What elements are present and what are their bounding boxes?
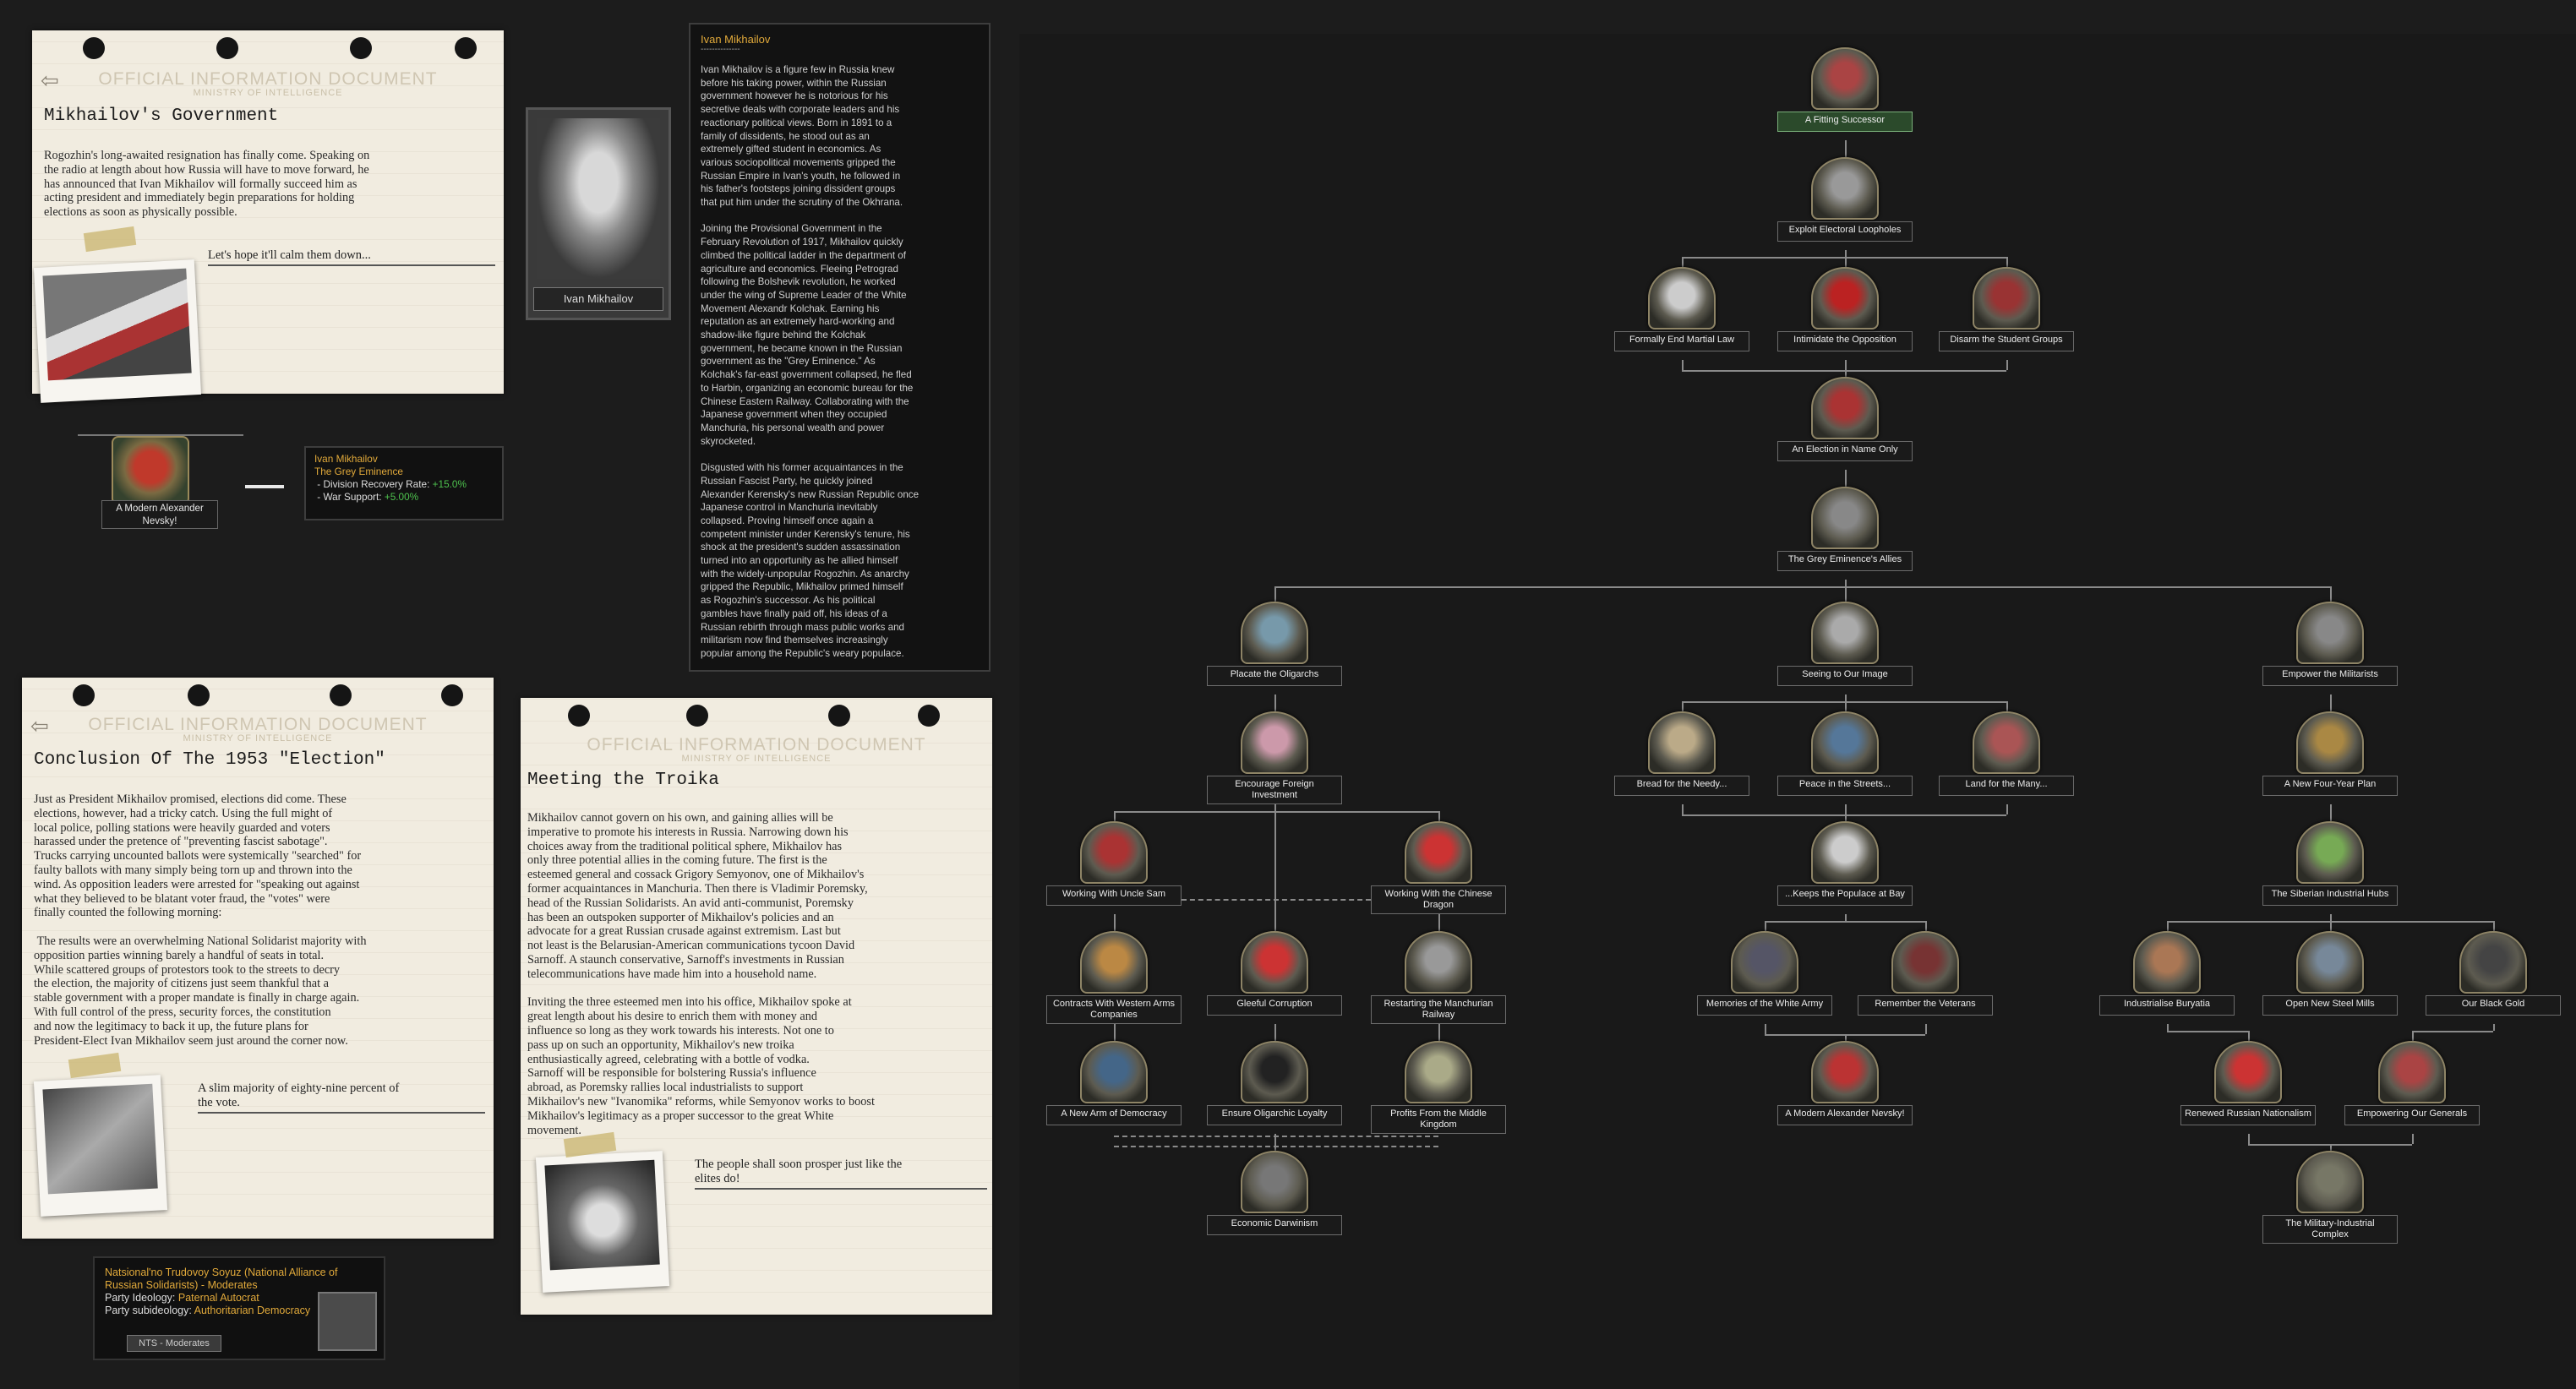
focus-label: A New Arm of Democracy (1046, 1105, 1182, 1125)
focus-label: Land for the Many... (1939, 776, 2074, 796)
focus-connector (1765, 921, 1925, 923)
focus-empowering-generals[interactable] (2344, 1041, 2480, 1125)
focus-connector (1274, 701, 1276, 711)
tooltip-title: The Grey Eminence (314, 466, 403, 477)
focus-connector (1845, 694, 1847, 701)
focus-connector (1765, 1024, 1766, 1034)
focus-icon (2296, 821, 2364, 884)
focus-label: Our Black Gold (2426, 995, 2561, 1016)
focus-disarm-students[interactable] (1939, 267, 2074, 351)
party-ideology-value: Paternal Autocrat (177, 1292, 259, 1304)
focus-connector (2493, 1024, 2495, 1031)
focus-connector (1845, 580, 1847, 586)
party-subideology (105, 1305, 316, 1317)
focus-icon (2214, 1041, 2282, 1103)
focus-connector (2330, 586, 2332, 602)
focus-label: The Grey Eminence's Allies (1777, 551, 1913, 571)
focus-connector (1438, 921, 1440, 931)
focus-connector (2006, 257, 2008, 267)
punch-hole (686, 705, 708, 727)
focus-tree-panel[interactable] (1019, 34, 2576, 1389)
focus-icon (1731, 931, 1798, 994)
focus-label: Memories of the White Army (1697, 995, 1832, 1016)
modifier-value: +15.0% (432, 478, 467, 490)
focus-icon (1891, 931, 1959, 994)
focus-connector (1682, 804, 1684, 814)
focus-siberian-hubs[interactable] (2262, 821, 2398, 906)
focus-connector (1845, 470, 1847, 477)
focus-connector (2167, 921, 2493, 923)
focus-gleeful-corruption[interactable] (1207, 931, 1342, 1016)
party-subideology-value: Authoritarian Democracy (194, 1305, 311, 1316)
focus-connector (2412, 1134, 2414, 1144)
focus-placate-oligarchs[interactable] (1207, 602, 1342, 686)
focus-modern-nevsky[interactable] (1777, 1041, 1913, 1125)
focus-icon (1973, 711, 2040, 774)
tooltip-modifier: - War Support: +5.00% (314, 491, 419, 503)
event-option-button[interactable]: The people shall soon prosper just like the elites do! (695, 1158, 987, 1190)
focus-peace-streets[interactable] (1777, 711, 1913, 796)
focus-icon (1241, 711, 1308, 774)
focus-icon (1811, 267, 1879, 330)
focus-connector (1438, 1031, 1440, 1041)
leader-photo (537, 118, 660, 279)
focus-icon (2133, 931, 2201, 994)
focus-connector (1274, 1024, 1276, 1031)
focus-connector (2167, 1024, 2169, 1031)
focus-connector (1114, 1031, 1116, 1041)
focus-label: Open New Steel Mills (2262, 995, 2398, 1016)
event-photo (536, 1151, 669, 1293)
event-body: Mikhailov cannot govern on his own, and gaining allies will be imperative to promote his interests in Russia. Narrowing down his choices away from the traditional political sphere, Mikhailov has only three potential allies in the coming future. The first is the esteemed general and cossack Grigory Semyonov, one of Mikhailov's former acquaintances in Manchuria. Then there is Vladimir Poremsky, head of the Russian Solidarists. An avid anti-communist, Poremsky has been an outspoken supporter of Mikhailov's policies and an advocate for a great Russian crusade against extremism. Last but not least is the Belarusian-American communications tycoon David Sarnoff. A staunch conservative, Sarnoff's investments in Russian telecommunications have made him into a household name. Inviting the three esteemed men into his office, Mikhailov spoke at great length about his desire to enrich them with money and influence so long as they work towards his interests. Not one to pass up on such an opportunity, Mikhailov's new troika enthusiastically agreed, celebrating with a bottle of vodka. Sarnoff will be responsible for bolstering Russia's influence abroad, as Poremsky rallies local industrialists to support Mikhailov's new "Ivanomika" reforms, while Semyonov works to boost Mikhailov's legitimacy as a proper successor to the great White movement. (527, 811, 875, 1137)
official-document-header: OFFICIAL INFORMATION DOCUMENT (88, 715, 428, 734)
focus-label: Restarting the Manchurian Railway (1371, 995, 1506, 1024)
focus-connector (2330, 701, 2332, 711)
official-document-header: OFFICIAL INFORMATION DOCUMENT (587, 735, 926, 754)
focus-icon (2296, 931, 2364, 994)
focus-connector (2412, 1031, 2493, 1032)
punch-hole (188, 684, 210, 706)
focus-oligarchic-loyalty[interactable] (1207, 1041, 1342, 1125)
punch-hole (83, 37, 105, 59)
punch-hole (330, 684, 352, 706)
focus-icon (2459, 931, 2527, 994)
event-option-button[interactable]: A slim majority of eighty-nine percent of the vote. (198, 1081, 485, 1114)
focus-connector (1845, 147, 1847, 157)
focus-connector (1925, 1024, 1927, 1034)
national-spirit-tooltip (304, 446, 504, 520)
event-card-mikhailovs-government (32, 30, 504, 394)
focus-icon (1973, 267, 2040, 330)
party-emblem-icon (318, 1292, 377, 1351)
focus-connector (1274, 586, 2330, 588)
focus-connector (1682, 701, 2006, 703)
focus-arm-democracy[interactable] (1046, 1041, 1182, 1125)
focus-connector (1114, 811, 1438, 813)
punch-hole (568, 705, 590, 727)
focus-grey-allies[interactable] (1777, 487, 1913, 571)
focus-connector (1845, 804, 1847, 814)
focus-end-martial-law[interactable] (1614, 267, 1749, 351)
focus-label: The Military-Industrial Complex (2262, 1215, 2398, 1244)
focus-icon (2378, 1041, 2446, 1103)
focus-keeps-populace[interactable] (1777, 821, 1913, 906)
focus-icon (1080, 1041, 1148, 1103)
tooltip-modifier: - Division Recovery Rate: +15.0% (314, 478, 467, 490)
party-ideology-label: Party Ideology: (105, 1292, 178, 1304)
focus-connector (1438, 914, 1440, 921)
focus-chinese-dragon[interactable] (1371, 821, 1506, 914)
focus-label: A Modern Alexander Nevsky! (1777, 1105, 1913, 1125)
focus-connector (1925, 921, 1927, 931)
focus-connector (1845, 586, 1847, 602)
focus-steel-mills[interactable] (2262, 931, 2398, 1016)
party-name: Natsional'no Trudovoy Soyuz (National Alliance of Russian Solidarists) - Moderates (105, 1266, 338, 1291)
event-photo (34, 1075, 167, 1217)
event-title: Mikhailov's Government (44, 106, 279, 126)
focus-connector (1274, 694, 1276, 701)
focus-label: Formally End Martial Law (1614, 331, 1749, 351)
focus-icon (2296, 602, 2364, 664)
focus-connector (1438, 811, 1440, 821)
event-body: Just as President Mikhailov promised, elections did come. These elections, however, had a tricky catch. Using the full might of local police, polling stations were heavily guarded and voters harassed under the pretence of "preventing fascist sabotage". Trucks carrying uncounted ballots were systemically "searched" for faulty ballots with many simply being torn up and thrown into the wind. As opposition leaders were arrested for "speaking out against what they believed to be blatant voter fraud, the "votes" were finally counted the following morning: The results were an overwhelming National Solidarist majority with opposition parties winning barely a handful of seats in total. While scattered groups of protestors took to the streets to decry the election, the majority of citizens just seem thankful that a stable government with a proper mandate is finally in charge again. With full control of the press, security forces, the constitution and now the legitimacy to back it up, the future plans for President-Elect Ivan Mikhailov seem just around the corner now. (34, 793, 367, 1048)
focus-connector (1114, 921, 1116, 931)
focus-label: Intimidate the Opposition (1777, 331, 1913, 351)
focus-icon (2296, 1151, 2364, 1213)
focus-icon (1241, 1151, 1308, 1213)
focus-label: Economic Darwinism (1207, 1215, 1342, 1235)
event-photo (34, 259, 201, 403)
focus-label: Exploit Electoral Loopholes (1777, 221, 1913, 242)
focus-label: Bread for the Needy... (1614, 776, 1749, 796)
focus-uncle-sam[interactable] (1046, 821, 1182, 906)
focus-icon (1648, 267, 1716, 330)
focus-icon (1241, 1041, 1308, 1103)
focus-icon (2296, 711, 2364, 774)
event-option-button[interactable]: Let's hope it'll calm them down... (208, 248, 495, 266)
focus-connector (1274, 1134, 1276, 1141)
punch-hole (918, 705, 940, 727)
punch-hole (828, 705, 850, 727)
focus-connector (1765, 1034, 1925, 1036)
focus-label: Placate the Oligarchs (1207, 666, 1342, 686)
focus-label: Contracts With Western Arms Companies (1046, 995, 1182, 1024)
focus-label: The Siberian Industrial Hubs (2262, 885, 2398, 906)
punch-hole (350, 37, 372, 59)
party-badge: NTS - Moderates (127, 1335, 221, 1352)
focus-connector (1114, 1024, 1116, 1031)
focus-connector (2248, 1144, 2412, 1146)
focus-connector (2330, 694, 2332, 701)
focus-connector (1682, 370, 2006, 372)
focus-memories-white-army[interactable] (1697, 931, 1832, 1016)
focus-connector (1682, 814, 2006, 816)
focus-connector (1845, 477, 1847, 487)
focus-connector (1274, 1031, 1276, 1041)
event-title: Conclusion Of The 1953 "Election" (34, 750, 385, 770)
focus-label: ...Keeps the Populace at Bay (1777, 885, 1913, 906)
focus-our-image[interactable] (1777, 602, 1913, 686)
focus-bread-needy[interactable] (1614, 711, 1749, 796)
focus-middle-kingdom[interactable] (1371, 1041, 1506, 1134)
focus-label: Peace in the Streets... (1777, 776, 1913, 796)
focus-empower-militarists[interactable] (2262, 602, 2398, 686)
focus-label: Gleeful Corruption (1207, 995, 1342, 1016)
focus-connector (2006, 701, 2008, 711)
focus-connector (1114, 914, 1116, 921)
back-arrow-icon[interactable]: ⇦ (30, 713, 49, 738)
bio-header: Ivan Mikhailov (701, 33, 771, 46)
focus-black-gold[interactable] (2426, 931, 2561, 1016)
focus-icon (1811, 711, 1879, 774)
event-card-meeting-troika (521, 698, 992, 1315)
focus-label: Industrialise Buryatia (2099, 995, 2235, 1016)
modifier-value: +5.00% (384, 491, 419, 503)
ministry-subheader: MINISTRY OF INTELLIGENCE (681, 754, 832, 764)
focus-connector (1274, 804, 1276, 811)
tooltip-name: Ivan Mikhailov (314, 453, 378, 465)
leader-biography-tooltip (689, 23, 991, 672)
punch-hole (441, 684, 463, 706)
focus-label: Working With the Chinese Dragon (1371, 885, 1506, 914)
focus-icon (1405, 1041, 1472, 1103)
focus-icon (1811, 377, 1879, 439)
focus-manchurian-railway[interactable] (1371, 931, 1506, 1024)
focus-land-many[interactable] (1939, 711, 2074, 796)
focus-label: An Election in Name Only (1777, 441, 1913, 461)
bio-divider: -------------- (701, 45, 740, 54)
spirit-dash (245, 485, 284, 488)
focus-military-industrial[interactable] (2262, 1151, 2398, 1244)
ministry-subheader: MINISTRY OF INTELLIGENCE (183, 733, 333, 744)
event-body: Rogozhin's long-awaited resignation has finally come. Speaking on the radio at length about how Russia will have to move forward, he has announced that Ivan Mikhailov will formally succeed him as acting president and immediately begin preparations for holding elections as soon as physically possible. (44, 149, 370, 220)
focus-connector (2248, 1134, 2250, 1144)
focus-four-year-plan[interactable] (2262, 711, 2398, 796)
tape (84, 226, 136, 252)
focus-connector (1274, 586, 1276, 602)
exclusive-link (1114, 1136, 1438, 1137)
focus-exploit-loopholes[interactable] (1777, 157, 1913, 242)
ministry-subheader: MINISTRY OF INTELLIGENCE (193, 88, 343, 98)
focus-connector (2330, 804, 2332, 811)
focus-connector (2493, 921, 2495, 931)
back-arrow-icon[interactable]: ⇦ (41, 68, 59, 93)
focus-icon (1811, 47, 1879, 110)
focus-label: Renewed Russian Nationalism (2180, 1105, 2316, 1125)
leader-name: Ivan Mikhailov (533, 287, 663, 311)
party-subideology-label: Party subideology: (105, 1305, 194, 1316)
modifier-label: Division Recovery Rate: (323, 478, 433, 490)
focus-western-arms[interactable] (1046, 931, 1182, 1024)
focus-icon (1811, 1041, 1879, 1103)
focus-icon (1811, 602, 1879, 664)
focus-icon (1405, 821, 1472, 884)
focus-connector (1274, 811, 1276, 931)
focus-fitting-successor[interactable] (1777, 47, 1913, 132)
party-info-tooltip (93, 1256, 385, 1360)
focus-icon (1080, 821, 1148, 884)
exclusive-link (1182, 899, 1371, 901)
focus-label: Seeing to Our Image (1777, 666, 1913, 686)
tape (68, 1053, 121, 1078)
focus-connector (1682, 360, 1684, 370)
focus-icon (1811, 821, 1879, 884)
focus-russian-nationalism[interactable] (2180, 1041, 2316, 1125)
event-title: Meeting the Troika (527, 771, 719, 790)
focus-icon (1648, 711, 1716, 774)
focus-icon (1241, 931, 1308, 994)
focus-icon (1811, 157, 1879, 220)
focus-economic-darwinism[interactable] (1207, 1151, 1342, 1235)
focus-connector (2248, 1031, 2250, 1041)
national-spirit-label: A Modern Alexander Nevsky! (101, 500, 218, 529)
focus-connector (1845, 914, 1847, 921)
focus-label: A Fitting Successor (1777, 112, 1913, 132)
focus-label: Profits From the Middle Kingdom (1371, 1105, 1506, 1134)
official-document-header: OFFICIAL INFORMATION DOCUMENT (98, 69, 438, 89)
focus-label: Encourage Foreign Investment (1207, 776, 1342, 804)
focus-icon (1405, 931, 1472, 994)
focus-buryatia[interactable] (2099, 931, 2235, 1016)
focus-connector (1845, 140, 1847, 147)
focus-connector (2167, 1031, 2248, 1032)
focus-label: A New Four-Year Plan (2262, 776, 2398, 796)
focus-connector (1845, 250, 1847, 257)
bio-text: Ivan Mikhailov is a figure few in Russia knew before his taking power, within the Russian government however he is notorious for his secretive deals with corporate leaders and his reactionary political views. Born in 1891 to a family of dissidents, he stood out as an extremely gifted student in economics. As various sociopolitical movements gripped the Russian Empire in Ivan's youth, he followed in his father's footsteps joining dissident groups that put him under the scrutiny of the Okhrana. Joining the Provisional Government in the February Revolution of 1917, Mikhailov quickly climbed the political ladder in the department of agriculture and economics. Fleeing Petrograd following the Bolshevik revolution, he worked under the wing of Supreme Leader of the White Movement Alexandr Kolchak. Earning his reputation as an extremely hard-working and shadow-like figure behind the Kolchak government, he became known in the Russian government as the "Grey Eminence." As Kolchak's far-east government collapsed, he fled to Harbin, organizing an economic bureau for the Chinese Eastern Railway. Collaborating with the Japanese government when they occupied Manchuria, his personal wealth and power skyrocketed. Disgusted with his former acquaintances in the Russian Fascist Party, he quickly joined Alexander Kerensky's new Russian Republic once Japanese control in Manchuria inevitably collapsed. Proving himself once again a competent minister under Kerensky's tenure, his shock at the president's sudden assassination turned into an opportunity as he allied himself with the widely-unpopular Rogozhin. As anarchy gripped the Republic, Mikhailov primed himself as Rogozhin's successor. As his political gambles have finally paid off, his ideas of a Russian rebirth through mass public works and militarism now find themselves increasingly popular among the Republic's weary populace. (701, 64, 920, 659)
focus-connector (1845, 360, 1847, 370)
focus-label: Disarm the Student Groups (1939, 331, 2074, 351)
focus-remember-veterans[interactable] (1858, 931, 1993, 1016)
punch-hole (73, 684, 95, 706)
leader-portrait (526, 107, 671, 320)
focus-connector (1438, 1024, 1440, 1031)
focus-election-in-name[interactable] (1777, 377, 1913, 461)
event-card-election-conclusion (22, 678, 494, 1239)
national-spirit-icon[interactable] (112, 436, 189, 505)
focus-connector (1274, 1141, 1276, 1151)
focus-label: Working With Uncle Sam (1046, 885, 1182, 906)
focus-icon (1080, 931, 1148, 994)
focus-icon (1811, 487, 1879, 549)
punch-hole (216, 37, 238, 59)
focus-connector (1682, 257, 2006, 259)
focus-intimidate-opposition[interactable] (1777, 267, 1913, 351)
focus-label: Ensure Oligarchic Loyalty (1207, 1105, 1342, 1125)
punch-hole (455, 37, 477, 59)
modifier-label: War Support: (323, 491, 385, 503)
focus-label: Empower the Militarists (2262, 666, 2398, 686)
focus-connector (2006, 360, 2008, 370)
focus-connector (2006, 804, 2008, 814)
exclusive-link (1114, 1146, 1438, 1147)
focus-label: Empowering Our Generals (2344, 1105, 2480, 1125)
focus-foreign-investment[interactable] (1207, 711, 1342, 804)
focus-connector (2330, 914, 2332, 921)
focus-connector (2330, 811, 2332, 821)
focus-label: Remember the Veterans (1858, 995, 1993, 1016)
focus-icon (1241, 602, 1308, 664)
